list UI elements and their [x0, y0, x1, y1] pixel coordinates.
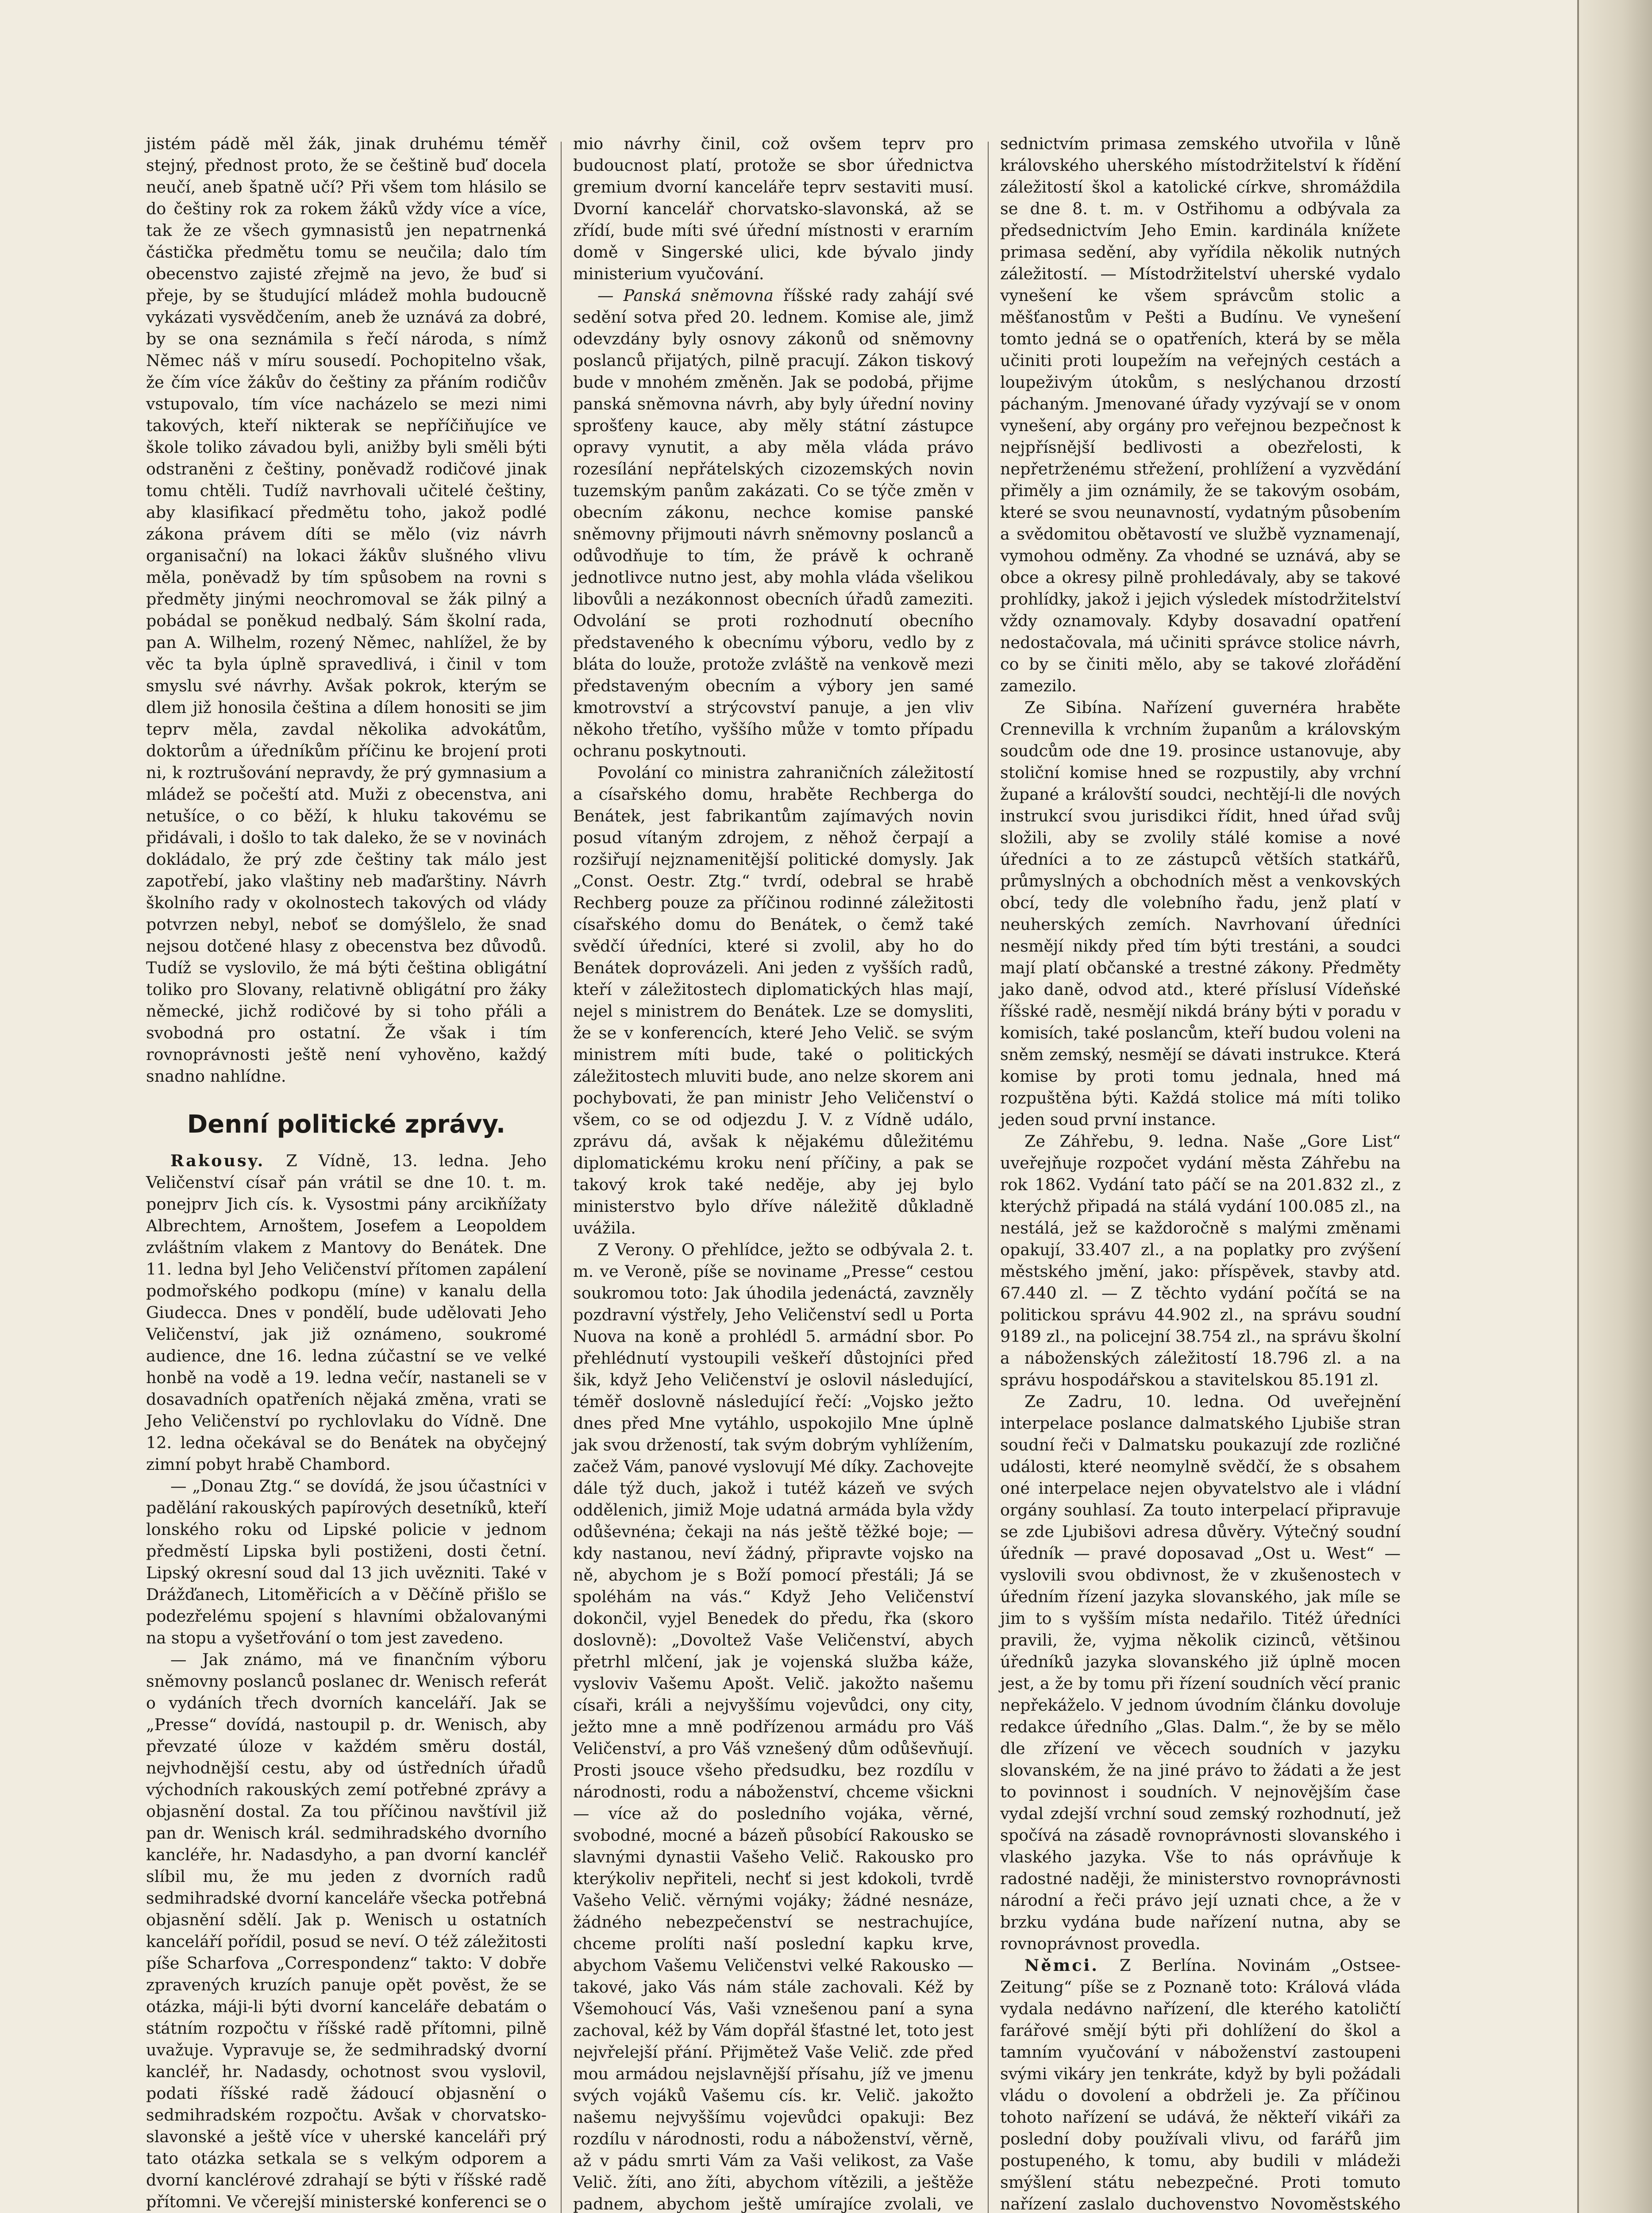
- news-panska-snemovna: [573, 285, 974, 762]
- news-item: Ze Sibína. Nařízení guvernéra hraběte Crennevilla k vrchním županům a královským soudcům ode dne 19. prosince ustanovuje, aby stoliční komise hned se rozpustily, aby vrchní župané a královští soudci, nechtějí-li dle nových instrukcí svou jurisdikci řídit, hned úřad svůj složili, aby se zvolily stálé komise a nové úředníci a to ze zástupců větších statkářů, průmyslných a obchodních měst a venkovských obcí, tedy dle volebního řadu, jenž platí v neuherských zemích. Navrhovaní úředníci nesmějí nikdy před tím býti trestáni, a soudci mají platí občanské a trestné zákony. Předměty jako daně, odvod atd., které příslusí Vídeňské říšské radě, nesmějí nikdá brány býti v poradu v komisích, také poslancům, kteří budou voleni na sněm zemský, nesmějí se dávati instrukce. Která komise by proti tomu jednala, hned má rozpuštěna býti. Každá stolice má míti toliko jeden soud první instance.: [1000, 698, 1401, 1129]
- news-text: Z Vídně, 13. ledna. Jeho Veličenství císař pán vrátil se dne 10. t. m. ponejprv Jich cís. k. Vysostmi pány arcikňížaty Albrechtem, Arnoštem, Josefem a Leopoldem zvláštním vlakem z Mantovy do Benátek. Dne 11. ledna byl Jeho Veličenství přítomen zapálení podmořského podkopu (míne) v kanalu della Giudecca. Dnes v pondělí, bude udělovati Jeho Veličenství, jak již oznámeno, soukromé audience, dne 16. ledna zúčastní se ve velké honbě na vodě a 19. ledna večír, nastaneli se v dosavadních opatřeních nějaká změna, vrati se Jeho Veličenství po rychlovlaku do Vídně. Dne 12. ledna očekával se do Benátek na obyčejný zimní pobyt hrabě Chambord.: [146, 1151, 547, 1474]
- country-label: Rakousy.: [170, 1151, 265, 1170]
- news-continuation: sednictvím primasa zemského utvořila v lůně královského uherského místodržitelství k řídění záležitostí škol a katolické církve, shromáždila se dne 8. t. m. v Ostřihomu a odbývala za předsednictvím Jeho Emin. kardinála knížete primasa sedění, aby vyřídila několik nutných záležitostí. — Místodržitelství uherské vydalo vynešení ke všem správcům stolic a měšťanostům v Pešti a Budínu. Ve vynešení tomto jedná se o opatřeních, která by se měla učiniti proti loupežím na veřejných cestách a loupeživým útokům, s neslýchanou drzostí páchaným. Jmenované úřady vyzývají se v onom vynešení, aby orgány pro veřejnou bezpečnost k nejpřísnější bedlivosti a obezřelosti, k nepřetrženému střežení, prohlížení a vyzvědání přiměly a jim oznámily, že se takovým osobám, které se svou neunavností, vydatným působením a svědomitou obětavostí ve službě vyznamenají, vymohou odměny. Za vhodné se uznává, aby se obce a okresy pilně prohledávaly, aby se takové prohlídky, jakož i jejich výsledek místodržitelství vždy oznamovaly. Kdyby dosavadní opatření nedostačovala, má učiniti správce stolice návrh, co by se činiti mělo, aby se takové zlořádění zamezilo.: [1000, 134, 1401, 695]
- news-text: říšské rady zahájí své sedění sotva před 20. lednem. Komise ale, jimž odevzdány byly osnovy zákonů od sněmovny poslanců přijatých, pilně pracují. Zákon tiskový bude v mnohém změněn. Jak se podobá, přijme panská sněmovna návrh, aby byly úřední noviny sprošťeny kauce, aby měly státní zástupce opravy vynutit, a aby měla vláda právo rozesílání nepřátelských cizozemských novin tuzemským panům zakázati. Co se týče změn v obecním zákonu, nechce komise panské sněmovny přijmouti návrh sněmovny poslanců a odůvodňuje to tím, že právě k ochraně jednotlivce nutno jest, aby mohla vláda všelikou libovůli a nezákonnost obecních úřadů zameziti. Odvolání se proti rozhodnutí obecního představeného k obecnímu výboru, vedlo by z bláta do louže, protože zvláště na venkově mezi představeným obecním a výbory jen samé kmotrovství a strýcovství panuje, a jen vliv někoho třetího, vyššího může v tomto případu ochranu poskytnouti.: [573, 286, 974, 760]
- column-3: [1000, 133, 1401, 2213]
- news-item: — „Donau Ztg.“ se dovídá, že jsou účastníci v padělání rakouských papírových desetníků, kteří lonského roku od Lipské policie v jednom předměstí Lipska byli postiženi, dosti četní. Lipský okresní soud dal 13 jich uvězniti. Také v Drážďanech, Litoměřicích a v Děčíně přišlo se podezřelému spojení s hlavními obžalovanými na stopu a vyšetřování o tom jest zavedeno.: [146, 1477, 547, 1647]
- topic-label: — Panská sněmovna: [597, 286, 774, 305]
- column-rule: [561, 142, 562, 2213]
- news-item: — Jak známo, má ve finančním výboru sněmovny poslanců poslanec dr. Wenisch referát o vydáních třech dvorních kanceláří. Jak se „Presse“ dovídá, nastoupil p. dr. Wenisch, aby převzaté úloze v každém směru dostál, nejvhodnější cestu, aby od ústředních úřadů východních rakouských zemí potřebné zprávy a objasnění dostal. Za tou příčinou navštívil již pan dr. Wenisch král. sedmihradského dvorního kancléře, hr. Nadasdyho, a pan dvorní kancléř slíbil mu, že mu jeden z dvorních radů sedmihradské dvorní kanceláře všecka potřebná objasnění sdělí. Jak p. Wenisch u ostatních kanceláří pořídil, posud se neví. O též záležitosti píše Scharfova „Correspondenz“ takto: V dobře zpravených kruzích panuje opět pověst, že se otázka, máji-li býti dvorní kanceláře debatám o státním rozpočtu v říšské radě přítomni, pilně uvažuje. Vypravuje se, že sedmihradský dvorní kancléř, hr. Nadasdy, ochotnost svou vyslovil, podati říšské radě žádoucí objasnění o sedmihradském rozpočtu. Avšak v chorvatsko-slavonské a ještě více v uherské kanceláři prý tato otázka setkala se s velkým odporem a dvorní kanclérové zdrahají se býti v říšské radě přítomni. Ve včerejší ministerské konferenci se o: [146, 1650, 547, 2211]
- news-item: Z Verony. O přehlídce, ježto se odbývala 2. t. m. ve Veroně, píše se noviname „Presse“ cestou soukromou toto: Jak úhodila jedenáctá, zavzněly pozdravní výstřely, Jeho Veličenství sedl u Porta Nuova na koně a prohlédl 5. armádní sbor. Po přehlédnutí vystoupili veškeří důstojníci před šik, když Jeho Veličenství je oslovil následující, téměř doslovně následující řečí: „Vojsko ježto dnes před Mne vytáhlo, uspokojilo Mne úplně jak svou držeností, tak svým dobrým vyhlížením, začež Vám, panové vyslovují Mé díky. Zachovejte dále týž duch, jakož i tutéž kázeň ve svých oddělenich, jimiž Moje udatná armáda byla vždy odůševnéna; čekaji na nás ještě těžké boje; — kdy nastanou, neví žádný, připravte vojsko na ně, abychom je s Boží pomocí přestáli; Já se spoléhám na vás.“ Když Jeho Veličenství dokončil, vyjel Benedek do předu, řka (skoro doslovně): „Dovoltež Vaše Veličenství, abych přetrhl mlčení, jak je vojenská služba káže, vysloviv Vašemu Apošt. Velič. jakožto našemu císaři, králi a nejvyššímu vojevůdci, ony city, ježto mne a mně podřízenou armádu pro Váš Veličenství, a pro Váš vznešený dům odůševňují. Prosti jsouce všeho předsudku, bez rozdílu v národnosti, rodu a náboženství, chceme všickni — více až do posledního vojáka, věrné, svobodné, mocné a bázeň působící Rakousko se slavnými dynastii Vašeho Velič. Rakousko pro kterýkoliv nepřiteli, nechť si jest kdokoli, tvrdě Vašeho Velič. věrnými vojáky; žádné nesnáze, žádného nebezpečenství se nestrachujíce, chceme prolíti naší poslední kapku krve, abychom Vašemu Veličenstvi velké Rakousko — takové, jako Vás nám stále zachovali. Kéž by Všemohoucí Vás, Vaši vznešenou paní a syna zachoval, kéž by Vám dopřál šťastné let, toto jest nejvřelejší přání. Přijmětež Vaše Velič. zde před mou armádou nejslavnější přísahu, jíž ve jmenu svých vojáků Vašemu cís. kr. Velič. jakožto našemu nejvyššímu vojevůdci opakuji: Bez rozdílu v národnosti, rodu a náboženství, věrně, až v pádu smrti Vám za Vaši velikost, za Vaše Velič. žíti, ano žíti, abychom vítězili, a ještěže padnem, abychom ještě umírajíce zvolali, ve: [573, 1240, 974, 2213]
- news-nemci: [1000, 1955, 1401, 2213]
- newspaper-page: [146, 133, 1407, 2213]
- book-binding-gutter: [1579, 0, 1652, 2213]
- country-label: Němci.: [1024, 1956, 1099, 1975]
- column-rule: [988, 142, 989, 2213]
- news-item: Povolání co ministra zahraničních záležitostí a císařského domu, hraběte Rechberga do Benátek, jest fabrikantům zajímavých novin posud vítaným zdrojem, z něhož čerpají a rozšiřují nejznamenitější politické domysly. Jak „Const. Oestr. Ztg.“ tvrdí, odebral se hrabě Rechberg pouze za příčinou rodinné záležitosti císařského domu do Benátek, o čemž také svědčí úředníci, které si zvolil, aby ho do Benátek doprovázeli. Ani jeden z vyšších radů, kteří v záležitostech diplomatických hlas mají, nejel s ministrem do Benátek. Lze se domysliti, že se v konferencích, které Jeho Velič. se svým ministrem míti bude, také o politických záležitostech mluviti bude, ano nelze skorem ani pochybovati, že pan ministr Jeho Veličenství o všem, co se od odjezdu J. V. z Vídně událo, zprávu dá, avšak k nějakému důležitému diplomatickému kroku není příčiny, a pak se takový krok také neděje, aby jej bylo ministerstvo bylo dříve náležitě důkladně uvážila.: [573, 763, 974, 1238]
- news-text: Z Berlína. Novinám „Ostsee-Zeitung“ píše se z Poznaně toto: Králová vláda vydala nedávno nařízení, dle kterého katoličtí farářové smějí býti při dohlížení do škol a tamním vyučování v náboženství zastoupeni svými vikáry jen tenkráte, když by byli požádali vládu o dovolení a obdrželi je. Za příčinou tohoto nařízení se udává, že někteří vikáři za poslední doby používali vlivu, od farářů jim postupeného, k tomu, aby budili v mládeži smýšlení státu nebezpečné. Proti tomuto nařízení zaslalo duchovenstvo Novoměstského: [1000, 1956, 1401, 2213]
- news-item: Ze Zadru, 10. ledna. Od uveřejnění interpelace poslance dalmatského Ljubiše stran soudní řeči v Dalmatsku poukazují zde rozličné události, které neomylně svědčí, že s obsahem oné interpelace nejen obyvatelstvo ale i vládní orgány souhlasí. Za touto interpelací připravuje se zde Ljubišovi adresa důvěry. Výtečný soudní úředník — pravé doposavad „Ost u. West“ — vyslovili svou obdivnost, že v zkušenostech v úředním řízení jazyka slovanského, jak míle se jim to s vyšším místa nedařilo. Titéž úředníci pravili, že, vyjma několik cizinců, většinou úředníků jazyka slovanského již úplně mocen jest, a že by tomu při řízení soudních věcí pranic nepřekáželo. V jednom úvodním článku dovoluje redakce úředního „Glas. Dalm.“, že by se mělo dle zřízení ve věcech soudních v jazyku slovanském, že na jiné právo to žádati a že jest to povinnost i soudních. V nejnovějším čase vydal zdejší vrchní soud zemský rozhodnutí, jež spočívá na zásadě rovnoprávnosti slovanského i vlaského jazyka. Vše to nás oprávňuje k radostné naději, že ministerstvo rovnoprávnosti národní a řeči právo její uznati chce, a že v brzku vydána bude nařízení nutna, aby se rovnoprávnost provedla.: [1000, 1392, 1401, 1953]
- news-rakousy: [146, 1150, 547, 1475]
- section-heading: Denní politické zprávy.: [187, 1110, 506, 1139]
- article-continuation: jistém pádě měl žák, jinak druhému téměř stejný, přednost proto, že se češtině buď docela neučí, aneb špatně učí? Při všem tom hlásilo se do češtiny rok za rokem žáků vždy více a více, tak že ze všech gymnasistů jen nepatrnenká částička předmětu tomu se neučila; dalo tím obecenstvo zajisté zřejmě na jevo, že buď si přeje, by se študující mládež mohla budoucně vykázati vysvědčením, aneb že uznává za dobré, by se ona seznámila s řečí národa, s nímž Němec náš v míru sousedí. Pochopitelno však, že čím více žákův do češtiny za přáním rodičův vstupovalo, tím více nacházelo se mezi nimi takových, kteří nikterak se nepříčiňujíce ve škole toliko závadou byli, anižby byli směli býti odstraněni z češtiny, poněvadž rodičové jinak tomu chtěli. Tudíž navrhovali učitelé češtiny, aby klasifikací předmětu toho, jakož podlé zákona právem díti se mělo (viz návrh organisační) na lokaci žákův slušného vlivu měla, poněvadž by tím spůsobem na rovni s předměty jinými neochromoval se žák pilný a pobádal se poněkud nedbalý. Sám školní rada, pan A. Wilhelm, rozený Němec, nahlížel, že by věc ta byla úplně spravedlivá, i činil v tom smyslu své návrhy. Avšak pokrok, kterým se dlem již honosila čeština a dílem honositi se jim teprv měla, zavdal několika advokátům, doktorům a úředníkům příčinu ke brojení proti ni, k roztrušování nepravdy, že prý gymnasium a mládež se počeští atd. Muži z obecenstva, ani netušíce, o co běží, k hluku takovému se přidávali, i došlo to tak daleko, že se v novinách dokládalo, že prý zde češtiny tak málo jest zapotřebí, jako vlaštiny neb maďarštiny. Návrh školního rady v okolnostech takových od vlády potvrzen nebyl, neboť se domýšlelo, že snad nejsou dotčené hlasy z obecenstva bez důvodů. Tudíž se vyslovilo, že má býti čeština obligátní toliko pro Slovany, relativně obligátní pro žáky německé, jichž rodičové by si toho přáli a svobodná pro ostatní. Že však i tím rovnoprávnosti ještě není vyhověno, každý snadno nahlídne.: [146, 134, 547, 1086]
- column-1: [146, 133, 547, 2213]
- news-item: Ze Záhřebu, 9. ledna. Naše „Gore List“ uveřejňuje rozpočet vydání města Záhřebu na rok 1862. Vydání tato páčí se na 201.832 zl., z kterýchž připadá na stálá vydání 100.085 zl., na nestálá, jež se každoročně s malými změnami opakují, 33.407 zl., a na poplatky pro zvýšení městského jmění, jako: příspěvek, stavby atd. 67.440 zl. — Z těchto vydání počítá se na politickou správu 44.902 zl., na správu soudní 9189 zl., na policejní 38.754 zl., na správu školní a náboženských záležitostí 18.796 zl. a na správu hospodářskou a stavitelskou 85.191 zl.: [1000, 1132, 1401, 1389]
- news-continuation: mio návrhy činil, což ovšem teprv pro budoucnost platí, protože se sbor úřednictva gremium dvorní kanceláře teprv sestaviti musí. Dvorní kancelář chorvatsko-slavonská, až se zřídí, bude míti své úřední místnosti v erarním domě v Singerské ulici, kde bývalo jindy ministerium vyučování.: [573, 134, 974, 283]
- column-2: [573, 133, 974, 2213]
